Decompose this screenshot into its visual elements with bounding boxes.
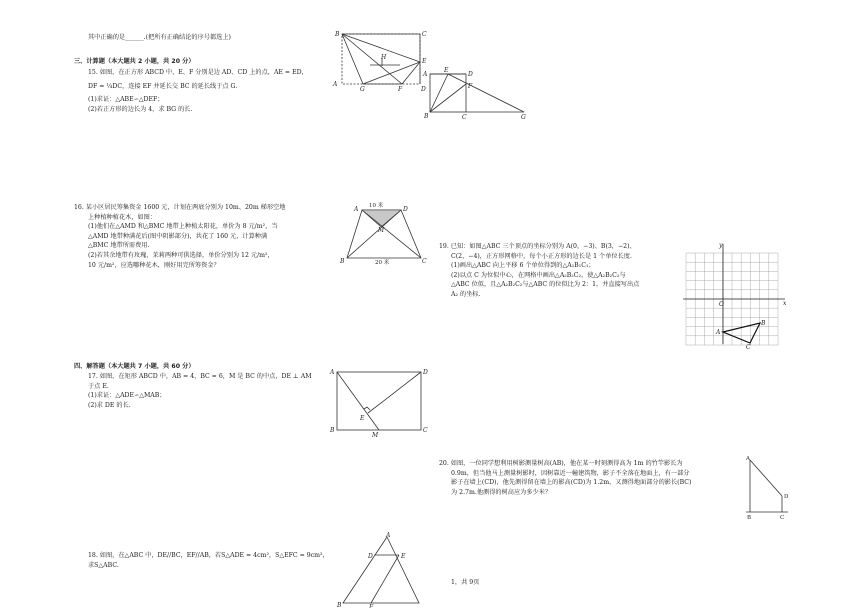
svg-text:D: D <box>368 553 373 560</box>
q16-line-2: 上种植种植花木，如图： <box>88 213 157 221</box>
svg-text:C: C <box>462 114 467 121</box>
q17-line-4: (2)求 DE 的长. <box>88 401 131 409</box>
q19-line-3: (1)画出△ABC 向上平移 6 个单位得到的△A₁B₁C₁； <box>451 262 595 270</box>
q16-figure <box>340 200 430 266</box>
svg-text:G: G <box>360 86 365 93</box>
q17-line-1: 17. 如图，在矩形 ABCD 中，AB = 4，BC = 6，M 是 BC 的中点，DE ⊥ AM <box>88 373 312 380</box>
q17-figure <box>330 366 430 438</box>
q16-line-7: 10 元/m²，应选哪种花木，刚好用完所筹资金？ <box>88 261 220 269</box>
svg-text:y: y <box>719 242 723 249</box>
q15-line-2: DF = ¼DC，连接 EF 并延长交 BC 的延长线于点 G. <box>88 82 238 90</box>
q18-line-1: 18. 如图，在△ABC 中，DE//BC，EF//AB，若S△ADE = 4cm²，S△EFC = 9cm²， <box>88 552 329 559</box>
q20-line-3: 影子在墙上(CD)，他先测得留在墙上的影高(CD)为 1.2m，又测得地面部分的影长(BC) <box>451 479 692 487</box>
q14-figure <box>330 28 427 93</box>
svg-text:C: C <box>780 515 785 521</box>
q16-line-5: △BMC 地带所需费用. <box>88 242 150 250</box>
section-3-heading: 三、计算题（本大题共 2 小题，共 20 分） <box>74 58 195 65</box>
page-footer: 1，共 9页 <box>451 579 480 586</box>
q20-line-2: 0.9m，但当他马上测量树影时，因树靠近一幢建筑物，影子不全落在地面上，有一部分 <box>451 469 690 477</box>
q15-line-1: 15. 如图，在正方形 ABCD 中，E、F 分别是边 AD、CD 上的点，AE = ED， <box>88 69 308 76</box>
svg-text:F: F <box>369 604 374 608</box>
svg-text:B: B <box>337 602 342 608</box>
svg-text:E: E <box>401 553 406 560</box>
q19-line-4: (2)以点 C 为位似中心，在网格中画出△A₂B₂C₂，使△A₂B₂C₂与 <box>451 271 626 279</box>
svg-text:G: G <box>521 114 526 121</box>
answer-blank-line: 其中正确的是______.(把所有正确结论的序号都选上) <box>88 34 231 41</box>
question-18 <box>88 551 329 570</box>
q15-line-4: (2)若正方形的边长为 4，求 BG 的长. <box>88 105 193 113</box>
svg-text:F: F <box>468 83 473 90</box>
q17-line-2: 于点 E. <box>88 382 109 390</box>
q18-figure <box>335 531 430 608</box>
q20-line-4: 为 2.7m.他测得的树高应为多少米？ <box>451 488 552 496</box>
svg-text:x: x <box>783 300 787 307</box>
q16-line-1: 16. 某小区居民筹集资金 1600 元，计划在两底分别为 10m、20m 梯形空地 <box>74 204 286 211</box>
section-4-heading: 四、解答题（本大题共 7 小题，共 60 分） <box>74 363 195 370</box>
q20-line-1: 20. 如图，一位同学想利用树影测量树高(AB)，他在某一时刻测得高为 1m 的竹竿影长为 <box>439 460 683 467</box>
q17-line-3: (1)求证：△ADE∽△MAB； <box>88 392 166 400</box>
q19-line-6: A₂ 的坐标. <box>451 291 481 299</box>
svg-text:A: A <box>330 369 335 376</box>
q16-line-3: (1)他们在△AMD 和△BMC 地带上种植太阳花，单价为 8 元/m²，当 <box>88 223 278 231</box>
svg-text:E: E <box>444 67 449 74</box>
svg-text:E: E <box>360 415 365 422</box>
svg-text:D: D <box>403 206 408 213</box>
question-20 <box>439 459 691 497</box>
svg-text:A: A <box>746 456 750 462</box>
svg-text:D: D <box>784 494 789 500</box>
q15-figure <box>420 66 530 122</box>
svg-text:D: D <box>468 71 473 78</box>
question-15 <box>88 68 308 114</box>
svg-text:A: A <box>423 71 428 78</box>
q16-line-4: △AMD 地带种满花后(图中阴影部分)，共花了 160 元，计算种满 <box>88 232 268 240</box>
q16-top-label: 10 米 <box>369 203 384 209</box>
svg-text:C: C <box>422 31 427 38</box>
svg-text:B: B <box>761 320 766 327</box>
q19-line-5: △ABC 位似，且△A₂B₂C₂与△ABC 的位似比为 2：1，并直接写出点 <box>451 281 640 289</box>
question-17 <box>88 372 312 410</box>
q19-line-1: 19. 已知：如图△ABC 三个顶点的坐标分别为 A(0，−3)、B(3，−2)、 <box>439 243 636 250</box>
q18-line-2: 求S△ABC. <box>88 561 119 569</box>
svg-text:M: M <box>378 227 385 234</box>
svg-text:F: F <box>398 86 403 93</box>
svg-text:M: M <box>372 432 379 439</box>
q16-line-6: (2)若其余地带有玫瑰、茉莉两种可供选择，单价分别为 12 元/m²， <box>88 252 274 260</box>
question-16 <box>74 203 285 270</box>
svg-text:B: B <box>340 258 345 265</box>
svg-text:A: A <box>354 206 359 213</box>
svg-text:B: B <box>747 515 752 521</box>
svg-text:A: A <box>386 532 391 539</box>
question-19 <box>439 242 639 300</box>
svg-text:C: C <box>422 258 427 265</box>
svg-text:C: C <box>423 427 428 434</box>
svg-text:A: A <box>716 329 721 336</box>
svg-text:A: A <box>333 81 338 88</box>
q19-line-2: C(2，−4)，正方形网格中，每个小正方形的边长是 1 个单位长度. <box>451 252 632 260</box>
q19-grid-figure <box>683 242 788 350</box>
svg-text:B: B <box>330 427 335 434</box>
svg-text:D: D <box>421 86 426 93</box>
svg-text:B: B <box>424 113 429 120</box>
q16-bottom-label: 20 米 <box>375 260 390 266</box>
svg-text:B: B <box>335 31 340 38</box>
q20-figure <box>744 456 794 524</box>
q15-line-3: (1)求证：△ABE∽△DEF； <box>88 96 164 104</box>
svg-text:E: E <box>422 58 427 65</box>
svg-text:O: O <box>719 301 724 308</box>
svg-text:C: C <box>746 344 751 351</box>
svg-text:H: H <box>381 54 387 61</box>
svg-text:D: D <box>423 369 428 376</box>
